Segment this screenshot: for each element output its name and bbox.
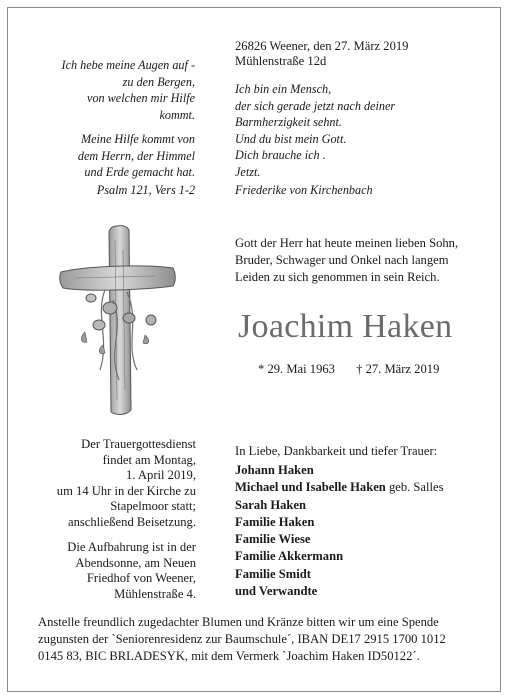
service-line: um 14 Uhr in der Kirche zu [56, 483, 196, 498]
mourner-entry [235, 497, 497, 514]
service-line: 1. April 2019, [126, 468, 196, 482]
verse-line: Meine Hilfe kommt von [80, 132, 195, 146]
mourner-entry [235, 514, 497, 531]
mourner-entry [235, 583, 497, 600]
mourner-name: Familie Akkermann [235, 549, 344, 564]
viewing-line: Die Aufbahrung ist in der [67, 540, 196, 554]
death-date: † 27. März 2019 [356, 362, 440, 376]
poem-author: Friederike von Kirchenbach [235, 183, 373, 197]
viewing-line: Abendsonne, am Neuen [75, 555, 196, 570]
service-line: Stapelmoor statt; [110, 499, 196, 513]
life-dates [258, 362, 498, 377]
mourner-entry [235, 531, 497, 548]
poem-verse [235, 81, 495, 180]
viewing-line: Friedhof von Weener, [86, 571, 196, 585]
mourner-name: Michael und Isabelle Haken [235, 480, 386, 495]
psalm-stanza-2 [20, 131, 195, 181]
donation-line: Anstelle freundlich zugedachter Blumen und Kränze bitten wir um eine Spende [38, 615, 439, 629]
donation-line: zugunsten der `Seniorenresidenz zur Baumschule´, IBAN DE17 2915 1700 1012 [38, 632, 446, 646]
address-line: Mühlenstraße 12d [235, 54, 327, 68]
place-date-line: 26826 Weener, den 27. März 2019 [235, 39, 409, 53]
donation-line: 0145 83, BIC BRLADESYK, mit dem Vermerk `Joachim Haken ID50122´. [38, 649, 420, 663]
mourner-name: Sarah Haken [235, 497, 307, 512]
mourner-entry [235, 462, 497, 479]
psalm-reference: Psalm 121, Vers 1-2 [96, 183, 195, 197]
deceased-name: Joachim Haken [238, 308, 453, 345]
place-date [235, 39, 495, 69]
mourner-entry [235, 548, 497, 565]
verse-line: von welchen mir Hilfe [87, 91, 195, 105]
announcement-line: Leiden zu sich genommen in sein Reich. [235, 270, 440, 284]
mourner-entry [235, 566, 497, 583]
verse-line: Dich brauche ich . [235, 148, 326, 162]
service-line: anschließend Beisetzung. [68, 514, 196, 529]
mourner-entry [235, 479, 497, 496]
viewing-line: Mühlenstraße 4. [114, 586, 196, 601]
verse-line: und Erde gemacht hat. [84, 165, 195, 179]
announcement-line: Bruder, Schwager und Onkel nach langem [235, 253, 449, 267]
mourner-name: Familie Wiese [235, 532, 311, 547]
verse-line: kommt. [159, 107, 195, 122]
mourner-name: Johann Haken [235, 463, 314, 477]
verse-line: zu den Bergen, [122, 74, 195, 89]
verse-line: Jetzt. [235, 164, 261, 179]
funeral-service-info [20, 437, 196, 612]
mourners-intro: In Liebe, Dankbarkeit und tiefer Trauer: [235, 444, 438, 458]
verse-line: Ich bin ein Mensch, [235, 82, 332, 96]
service-paragraph [20, 437, 196, 530]
mourner-name: Familie Smidt [235, 566, 311, 581]
mourners-list [235, 462, 497, 600]
service-line: Der Trauergottesdienst [81, 437, 196, 451]
psalm-stanza-1 [20, 57, 195, 123]
verse-line: dem Herrn, der Himmel [77, 148, 195, 163]
psalm-verse [20, 57, 195, 189]
verse-line: Und du bist mein Gott. [235, 131, 347, 146]
verse-line: der sich gerade jetzt nach deiner [235, 98, 396, 113]
death-announcement [235, 235, 497, 286]
cross-with-roses-icon [55, 220, 180, 420]
donation-request [38, 614, 483, 665]
viewing-paragraph [20, 540, 196, 602]
verse-line: Barmherzigkeit sehnt. [235, 115, 342, 129]
mourner-name: und Verwandte [235, 584, 318, 599]
mourner-name: Familie Haken [235, 514, 315, 529]
birth-date: * 29. Mai 1963 [258, 362, 335, 376]
verse-line: Ich hebe meine Augen auf - [61, 58, 195, 72]
mourner-name-suffix: geb. Salles [385, 480, 444, 495]
service-line: findet am Montag, [102, 452, 196, 467]
announcement-line: Gott der Herr hat heute meinen lieben Sohn, [235, 236, 459, 250]
